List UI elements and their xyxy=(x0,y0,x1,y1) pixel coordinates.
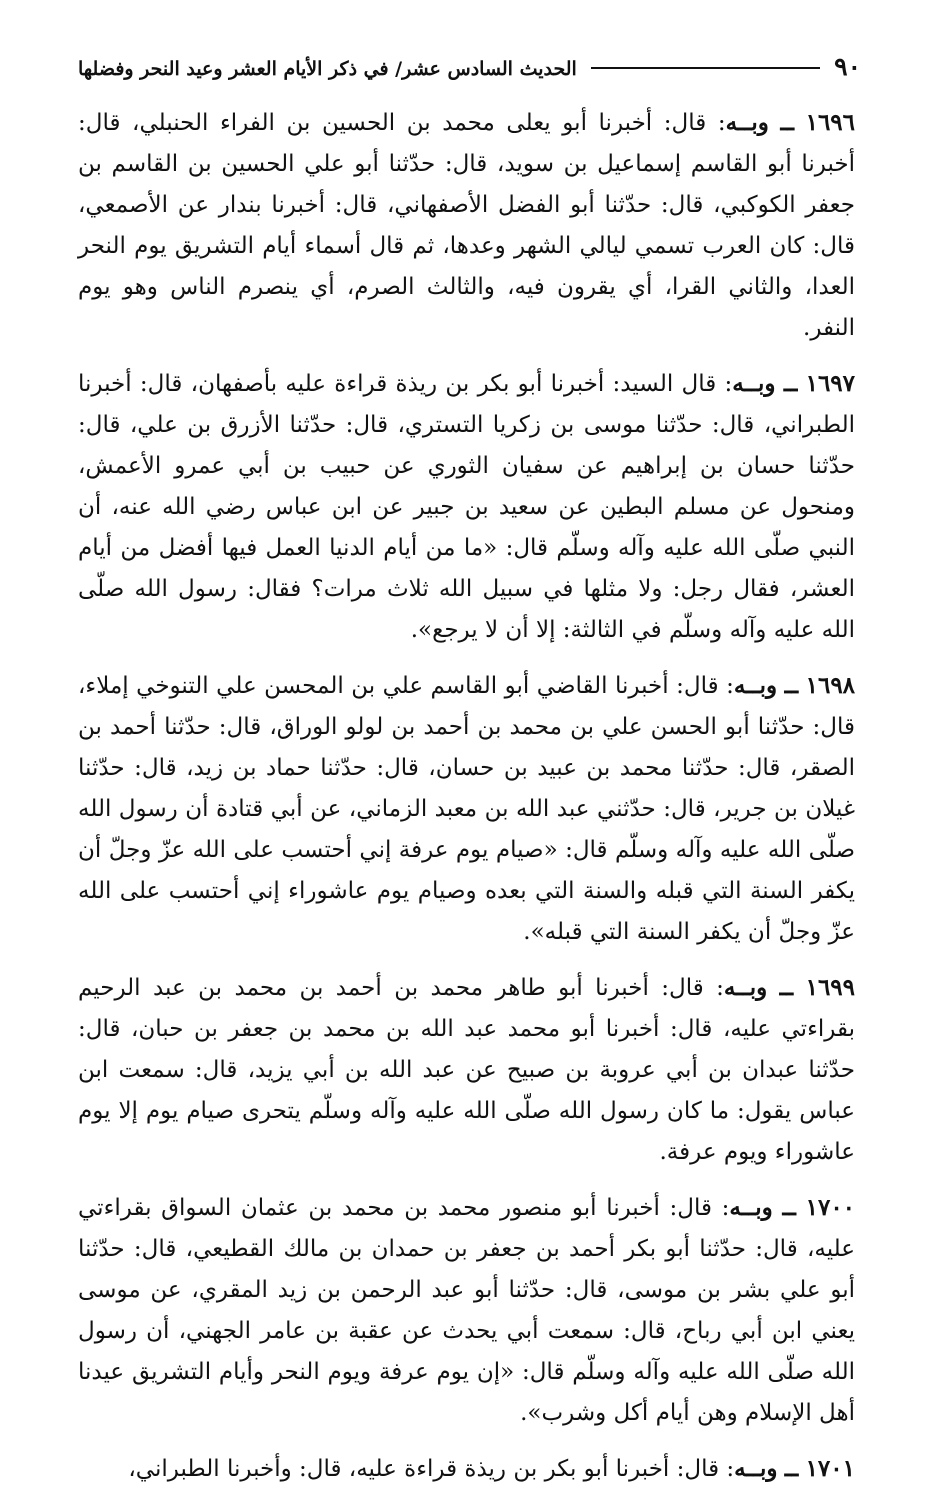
hadith-entry xyxy=(78,102,855,349)
entry-dash: ــ xyxy=(782,1194,796,1221)
page-body xyxy=(78,102,855,1490)
hadith-entry xyxy=(78,1187,855,1434)
entry-wabihi: وبــه xyxy=(733,672,778,699)
entry-wabihi: وبــه xyxy=(734,1455,778,1482)
entry-dash: ــ xyxy=(784,1455,799,1482)
running-header xyxy=(78,52,861,92)
hadith-entry xyxy=(78,1448,855,1490)
entry-wabihi: وبــه xyxy=(723,974,768,1001)
running-title: الحديث السادس عشر/ في ذكر الأيام العشر وعيد النحر وفضلها xyxy=(78,58,577,80)
entry-text: : قال: أخبرنا أبو يعلى محمد بن الحسين بن الفراء الحنبلي، قال: أخبرنا أبو القاسم إسماعيل بن سويد، قال: حدّثنا أبو علي الحسين بن القاسم بن جعفر الكوكبي، قال: حدّثنا أبو الفضل الأصفهاني، قال: أخبرنا بندار عن الأصمعي، قال: كان العرب تسمي ليالي الشهر وعدها، ثم قال أسماء أيام التشريق يوم النحر العدا، والثاني القرا، أي يقرون فيه، والثالث الصرم، أي ينصرم الناس وهو يوم النفر. xyxy=(78,110,855,341)
entry-number: ١٦٩٩ xyxy=(805,974,856,1001)
entry-text: : قال: أخبرنا أبو منصور محمد بن محمد بن عثمان السواق بقراءتي عليه، قال: حدّثنا أبو بكر أحمد بن جعفر بن حمدان بن مالك القطيعي، قال: حدّثنا أبو علي بشر بن موسى، قال: حدّثنا أبو عبد الرحمن بن زيد المقري، عن موسى يعني ابن أبي رباح، قال: سمعت أبي يحدث عن عقبة بن عامر الجهني، أن رسول الله صلّى الله عليه وآله وسلّم قال: «إن يوم عرفة ويوم النحر وأيام التشريق عيدنا أهل الإسلام وهن أيام أكل وشرب». xyxy=(78,1195,855,1426)
entry-wabihi: وبــه xyxy=(729,1194,773,1221)
entry-number: ١٦٩٦ xyxy=(805,109,856,136)
entry-number: ١٧٠٠ xyxy=(805,1194,856,1221)
hadith-entry xyxy=(78,665,855,953)
entry-wabihi: وبــه xyxy=(732,370,776,397)
entry-text: : قال السيد: أخبرنا أبو بكر بن ريذة قراءة عليه بأصفهان، قال: أخبرنا الطبراني، قال: حدّثنا موسى بن زكريا التستري، قال: حدّثنا الأزرق بن علي، قال: حدّثنا حسان بن إبراهيم عن سفيان الثوري عن حبيب بن أبي عمرو الأعمش، ومنحول عن مسلم البطين عن سعيد بن جبير عن ابن عباس رضي الله عنه، أن النبي صلّى الله عليه وآله وسلّم قال: «ما من أيام الدنيا العمل فيها أفضل من أيام العشر، فقال رجل: ولا مثلها في سبيل الله ثلاث مرات؟ فقال: رسول الله صلّى الله عليه وآله وسلّم في الثالثة: إلا أن لا يرجع». xyxy=(78,371,855,643)
entry-dash: ــ xyxy=(780,109,794,136)
hadith-entry xyxy=(78,967,855,1173)
entry-text: : قال: أخبرنا أبو طاهر محمد بن أحمد بن محمد بن عبد الرحيم بقراءتي عليه، قال: أخبرنا أبو محمد عبد الله بن محمد بن جعفر بن حبان، قال: حدّثنا عبدان بن أبي عروبة بن صبيح عن عبد الله بن أبي يزيد، قال: سمعت ابن عباس يقول: ما كان رسول الله صلّى الله عليه وآله وسلّم يتحرى صيام يوم إلا يوم عاشوراء ويوم عرفة. xyxy=(78,975,855,1165)
entry-text: : قال: أخبرنا أبو بكر بن ريذة قراءة عليه، قال: وأخبرنا الطبراني، xyxy=(128,1456,735,1482)
entry-number: ١٦٩٧ xyxy=(805,370,856,397)
entry-number: ١٧٠١ xyxy=(805,1455,855,1482)
hadith-entry xyxy=(78,363,855,651)
page-number: ٩٠ xyxy=(834,52,861,81)
entry-wabihi: وبــه xyxy=(725,109,769,136)
entry-number: ١٦٩٨ xyxy=(805,672,856,699)
entry-dash: ــ xyxy=(784,672,799,699)
entry-text: : قال: أخبرنا القاضي أبو القاسم علي بن المحسن علي التنوخي إملاء، قال: حدّثنا أبو الحسن علي بن محمد بن أحمد بن لولو الوراق، قال: حدّثنا أحمد بن الصقر، قال: حدّثنا محمد بن عبيد بن حسان، قال: حدّثنا حماد بن زيد، قال: حدّثنا غيلان بن جرير، قال: حدّثني عبد الله بن معبد الزماني، عن أبي قتادة أن رسول الله صلّى الله عليه وآله وسلّم قال: «صيام يوم عرفة إني أحتسب على الله عزّ وجلّ أن يكفر السنة التي قبله والسنة التي بعده وصيام يوم عاشوراء إني أحتسب على الله عزّ وجلّ أن يكفر السنة التي قبله». xyxy=(78,673,855,945)
entry-dash: ــ xyxy=(779,974,794,1001)
header-rule xyxy=(591,67,820,69)
entry-dash: ــ xyxy=(783,370,798,397)
